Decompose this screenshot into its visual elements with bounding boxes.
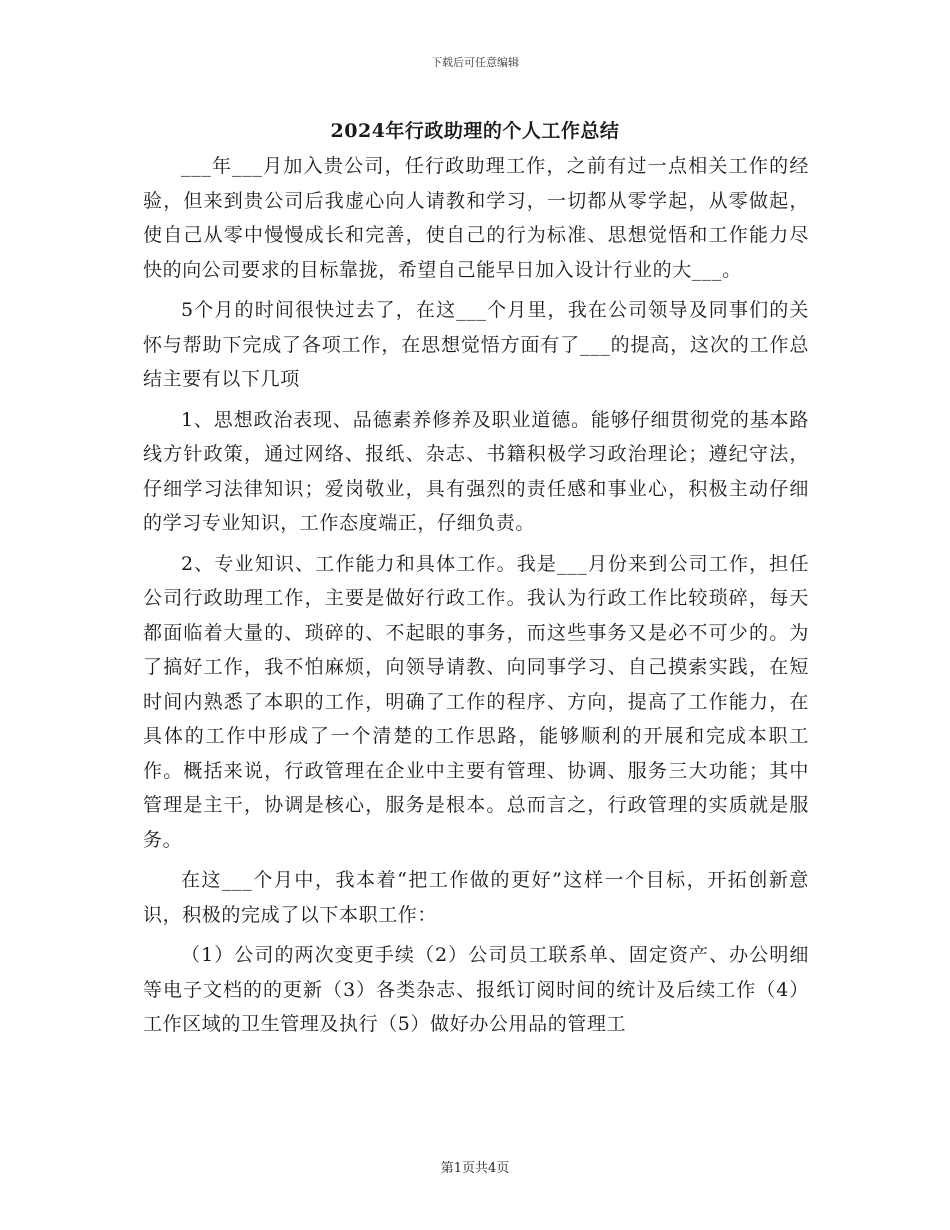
document-body: [143, 149, 809, 1042]
page-number: 第1页共4页: [440, 1161, 510, 1176]
document-title: 2024年行政助理的个人工作总结: [330, 120, 620, 142]
paragraph-summary-lead: 5个月的时间很快过去了，在这___个月里，我在公司领导及同事们的关怀与帮助下完成了各项工作，在思想觉悟方面有了___的提高，这次的工作总结主要有以下几项: [143, 299, 809, 390]
paragraph-work-goal: 在这___个月中，我本着“把工作做的更好”这样一个目标，开拓创新意识，积极的完成了以下本职工作：: [143, 869, 809, 926]
paragraph-item-1-political: 1、思想政治表现、品德素养修养及职业道德。能够仔细贯彻党的基本路线方针政策，通过网络、报纸、杂志、书籍积极学习政治理论；遵纪守法，仔细学习法律知识；爱岗敬业，具有强烈的责任感和事业心，积极主动仔细的学习专业知识，工作态度端正，仔细负责。: [143, 408, 809, 534]
paragraph-work-list: （1）公司的两次变更手续（2）公司员工联系单、固定资产、办公明细等电子文档的的更新（3）各类杂志、报纸订阅时间的统计及后续工作（4）工作区域的卫生管理及执行（5）做好办公用品的管理工: [143, 944, 809, 1035]
header-note: 下载后可任意编辑: [431, 56, 519, 69]
paragraph-intro: ___年___月加入贵公司，任行政助理工作，之前有过一点相关工作的经验，但来到贵公司后我虚心向人请教和学习，一切都从零学起，从零做起，使自己从零中慢慢成长和完善，使自己的行为标准、思想觉悟和工作能力尽快的向公司要求的目标靠拢，希望自己能早日加入设计行业的大___。: [143, 155, 809, 281]
paragraph-item-2-professional: 2、专业知识、工作能力和具体工作。我是___月份来到公司工作，担任公司行政助理工作，主要是做好行政工作。我认为行政工作比较琐碎，每天都面临着大量的、琐碎的、不起眼的事务，而这些事务又是必不可少的。为了搞好工作，我不怕麻烦，向领导请教、向同事学习、自己摸索实践，在短时间内熟悉了本职的工作，明确了工作的程序、方向，提高了工作能力，在具体的工作中形成了一个清楚的工作思路，能够顺利的开展和完成本职工作。概括来说，行政管理在企业中主要有管理、协调、服务三大功能；其中管理是主干，协调是核心，服务是根本。总而言之，行政管理的实质就是服务。: [143, 552, 809, 851]
